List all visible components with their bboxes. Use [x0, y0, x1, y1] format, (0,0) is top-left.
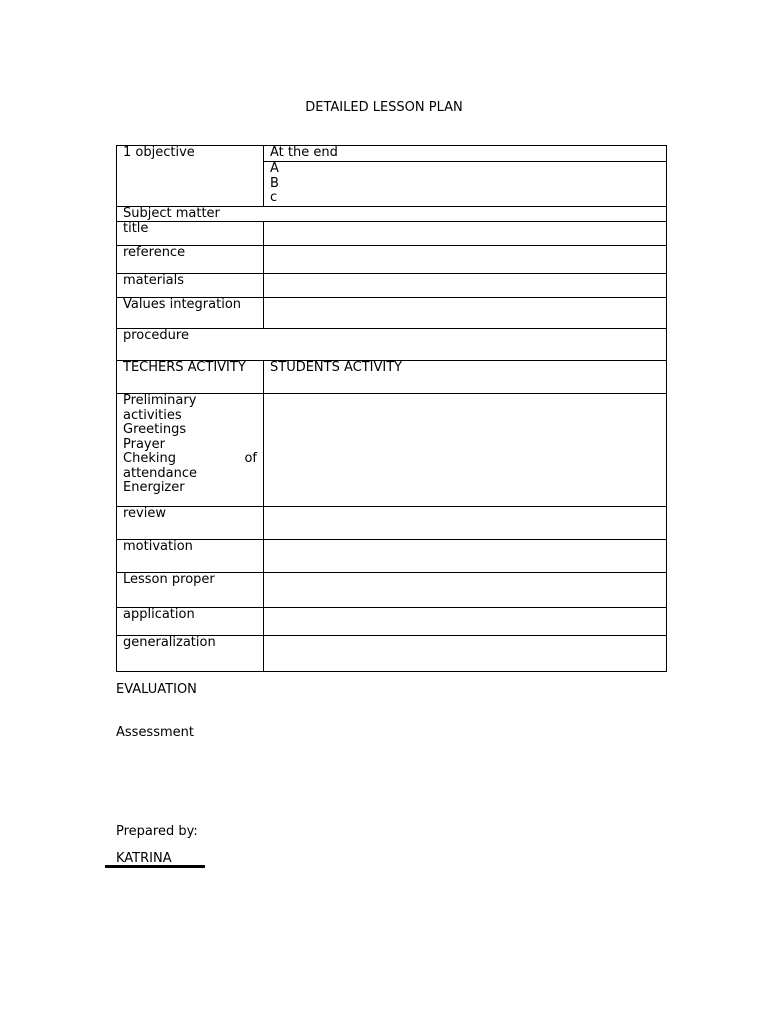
preliminary-line: Prayer	[123, 436, 165, 452]
preliminary-line: activities	[123, 407, 182, 423]
application-row	[117, 608, 667, 636]
materials-label: materials	[117, 274, 264, 298]
lesson-proper-value	[264, 573, 667, 608]
title-value	[264, 222, 667, 246]
reference-value	[264, 246, 667, 274]
objective-item-c: c	[270, 190, 278, 205]
preliminary-line: Greetings	[123, 422, 187, 437]
teachers-activity-header: TECHERS ACTIVITY	[117, 361, 264, 394]
signature-line	[105, 865, 205, 868]
motivation-label: motivation	[117, 540, 264, 573]
objective-items-cell	[264, 162, 667, 207]
activity-header-row	[117, 361, 667, 394]
objective-row	[117, 146, 667, 162]
prepared-by-label: Prepared by:	[116, 824, 198, 839]
subject-matter-row	[117, 206, 667, 222]
reference-label: reference	[117, 246, 264, 274]
title-row	[117, 222, 667, 246]
values-value	[264, 298, 667, 329]
motivation-row	[117, 540, 667, 573]
title-label: title	[117, 222, 264, 246]
preparer-name: KATRINA	[116, 851, 172, 866]
lesson-plan-table	[116, 145, 667, 672]
procedure-row	[117, 329, 667, 361]
students-activity-header: STUDENTS ACTIVITY	[264, 361, 667, 394]
motivation-value	[264, 540, 667, 573]
application-value	[264, 608, 667, 636]
preliminary-row	[117, 394, 667, 507]
review-label: review	[117, 507, 264, 540]
preliminary-line: attendance	[123, 465, 198, 481]
evaluation-heading: EVALUATION	[116, 682, 197, 697]
preliminary-students-cell	[264, 394, 667, 507]
objective-item-a: A	[270, 161, 279, 176]
review-value	[264, 507, 667, 540]
objective-item-b: B	[270, 175, 279, 191]
assessment-label: Assessment	[116, 725, 194, 740]
objective-label: 1 objective	[117, 146, 264, 207]
generalization-row	[117, 636, 667, 672]
document-title: DETAILED LESSON PLAN	[305, 100, 463, 115]
reference-row	[117, 246, 667, 274]
subject-matter-label: Subject matter	[117, 206, 667, 222]
preliminary-word: of	[244, 451, 257, 466]
values-row	[117, 298, 667, 329]
preliminary-justified-line	[123, 452, 257, 467]
application-label: application	[117, 608, 264, 636]
lesson-proper-label: Lesson proper	[117, 573, 264, 608]
preliminary-line: Energizer	[123, 480, 185, 495]
materials-row	[117, 274, 667, 298]
preliminary-line: Preliminary	[123, 393, 197, 408]
objective-intro: At the end	[264, 146, 667, 162]
review-row	[117, 507, 667, 540]
lesson-proper-row	[117, 573, 667, 608]
procedure-label: procedure	[117, 329, 667, 361]
generalization-label: generalization	[117, 636, 264, 672]
generalization-value	[264, 636, 667, 672]
values-label: Values integration	[117, 298, 264, 329]
materials-value	[264, 274, 667, 298]
preliminary-cell	[117, 394, 264, 507]
preliminary-word: Cheking	[123, 451, 176, 466]
